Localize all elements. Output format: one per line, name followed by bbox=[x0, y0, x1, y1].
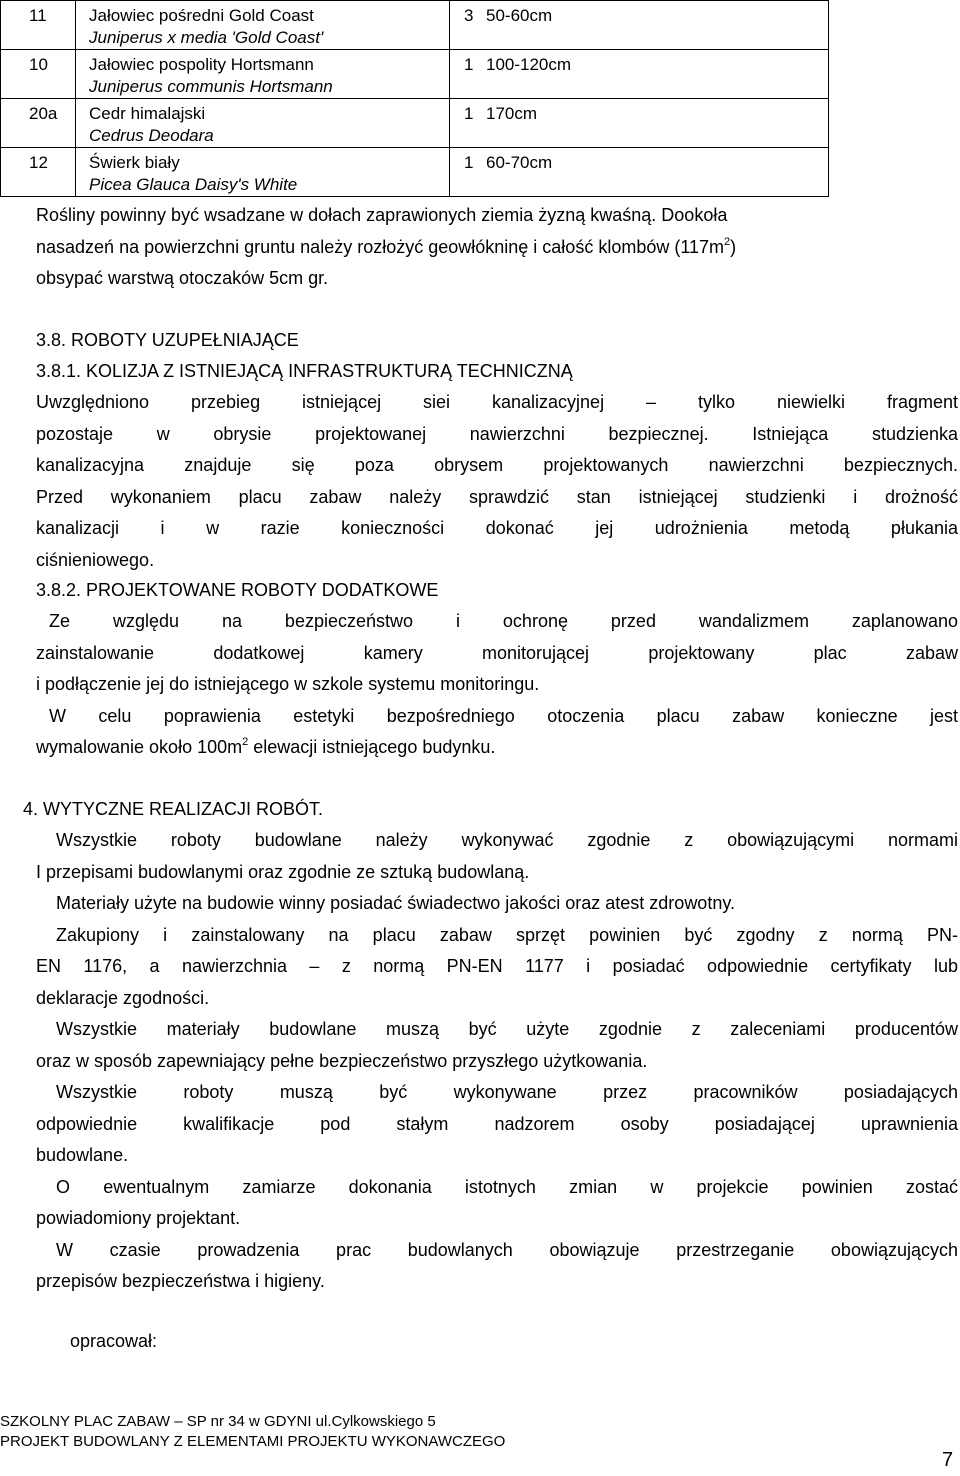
paragraph-line: Materiały użyte na budowie winny posiadać świadectwo jakości oraz atest zdrowotny. bbox=[56, 893, 735, 913]
plant-name: Jałowiec pośredni Gold Coast bbox=[89, 6, 314, 25]
planting-paragraph bbox=[36, 200, 958, 295]
signature-label: opracował: bbox=[70, 1331, 158, 1351]
paragraph-line: budowlane. bbox=[36, 1145, 129, 1165]
paragraph-line: I przepisami budowlanymi oraz zgodnie ze sztuką budowlaną. bbox=[36, 861, 530, 882]
table-cell-name bbox=[76, 99, 450, 148]
paragraph-line: Wszystkie roboty muszą być wykonywane przez pracowników posiadających bbox=[56, 1082, 958, 1102]
plant-latin-name: Juniperus x media 'Gold Coast' bbox=[89, 28, 324, 47]
paragraph-line: W czasie prowadzenia prac budowlanych obowiązuje przestrzeganie obowiązujących bbox=[56, 1239, 958, 1260]
table-cell-number: 20a bbox=[1, 99, 76, 148]
plant-latin-name: Cedrus Deodara bbox=[89, 126, 214, 145]
footer-line-school: SZKOLNY PLAC ZABAW – SP nr 34 w GDYNI ul.Cylkowskiego 5 bbox=[0, 1413, 436, 1430]
paragraph-line: Ze względu na bezpieczeństwo i ochronę przed wandalizmem zaplanowano bbox=[49, 611, 958, 631]
table-cell-quantity: 1 bbox=[450, 50, 479, 99]
plant-table bbox=[0, 0, 829, 197]
table-cell-number: 10 bbox=[1, 50, 76, 99]
paragraph-line: EN 1176, a nawierzchnia – z normą PN-EN 1177 i posiadać odpowiednie certyfikaty lub bbox=[36, 956, 958, 976]
paragraph-line: O ewentualnym zamiarze dokonania istotnych zmian w projekcie powinien zostać bbox=[56, 1176, 958, 1197]
paragraph-line: powiadomiony projektant. bbox=[36, 1208, 241, 1228]
plant-name: Jałowiec pospolity Hortsmann bbox=[89, 55, 314, 74]
plant-name: Świerk biały bbox=[89, 153, 180, 172]
paragraph-line: nasadzeń na powierzchni gruntu należy rozłożyć geowłókninę i całość klombów $(117m^2)$ bbox=[36, 235, 737, 257]
paragraph-line: ciśnieniowego. bbox=[36, 549, 155, 570]
additional-works-paragraph bbox=[36, 606, 958, 764]
paragraph-line: W celu poprawienia estetyki bezpośredniego otoczenia placu zabaw konieczne jest bbox=[49, 705, 958, 726]
paragraph-line: Rośliny powinny być wsadzane w dołach zaprawionych ziemia żyzną kwaśną. Dookoła bbox=[36, 205, 728, 225]
table-cell-name bbox=[76, 1, 450, 50]
paragraph-line: oraz w sposób zapewniający pełne bezpieczeństwo przyszłego użytkowania. bbox=[36, 1050, 648, 1071]
paragraph-line: Zakupiony i zainstalowany na placu zabaw sprzęt powinien być zgodny z normą PN- bbox=[56, 924, 958, 945]
plant-latin-name: Picea Glauca Daisy's White bbox=[89, 175, 298, 194]
table-cell-size: 100-120cm bbox=[478, 50, 829, 99]
table-row bbox=[1, 1, 829, 50]
section-heading-3-8-2: 3.8.2. PROJEKTOWANE ROBOTY DODATKOWE bbox=[36, 580, 439, 600]
paragraph-line: obsypać warstwą otoczaków 5cm gr. bbox=[36, 268, 329, 288]
section-heading-3-8-1: 3.8.1. KOLIZJA Z ISTNIEJĄCĄ INFRASTRUKTURĄ TECHNICZNĄ bbox=[36, 361, 573, 381]
paragraph-line: odpowiednie kwalifikacje pod stałym nadzorem osoby posiadającej uprawnienia bbox=[36, 1113, 958, 1134]
plant-latin-name: Juniperus communis Hortsmann bbox=[89, 77, 333, 96]
paragraph-line: zainstalowanie dodatkowej kamery monitorującej projektowany plac zabaw bbox=[36, 642, 958, 663]
paragraph-line: pozostaje w obrysie projektowanej nawierzchni bezpiecznej. Istniejąca studzienka bbox=[36, 423, 958, 444]
table-cell-size: 170cm bbox=[478, 99, 829, 148]
table-row bbox=[1, 99, 829, 148]
paragraph-line: kanalizacyjna znajduje się poza obrysem projektowanych nawierzchni bezpiecznych. bbox=[36, 455, 958, 475]
paragraph-line: Uwzględniono przebieg istniejącej siei kanalizacyjnej – tylko niewielki fragment bbox=[36, 392, 958, 412]
table-cell-quantity: 1 bbox=[450, 148, 479, 197]
table-row bbox=[1, 50, 829, 99]
guidelines-section bbox=[36, 825, 958, 1298]
table-cell-quantity: 3 bbox=[450, 1, 479, 50]
table-row bbox=[1, 148, 829, 197]
table-cell-number: 11 bbox=[1, 1, 76, 50]
paragraph-line: kanalizacji i w razie konieczności dokonać jej udrożnienia metodą płukania bbox=[36, 518, 958, 538]
table-cell-quantity: 1 bbox=[450, 99, 479, 148]
paragraph-line: Wszystkie materiały budowlane muszą być użyte zgodnie z zaleceniami producentów bbox=[56, 1019, 958, 1039]
page-number: 7 bbox=[942, 1449, 954, 1471]
table-cell-size: 50-60cm bbox=[478, 1, 829, 50]
paragraph-line: Wszystkie roboty budowlane należy wykonywać zgodnie z obowiązującymi normami bbox=[56, 830, 958, 850]
paragraph-line: wymalowanie około $100m^2$ elewacji istniejącego budynku. bbox=[36, 736, 496, 757]
collision-paragraph bbox=[36, 387, 958, 576]
plant-name: Cedr himalajski bbox=[89, 104, 206, 123]
paragraph-line: przepisów bezpieczeństwa i higieny. bbox=[36, 1271, 325, 1291]
footer-line-project: PROJEKT BUDOWLANY Z ELEMENTAMI PROJEKTU WYKONAWCZEGO bbox=[0, 1433, 506, 1450]
table-cell-name bbox=[76, 148, 450, 197]
section-heading-4: 4. WYTYCZNE REALIZACJI ROBÓT. bbox=[23, 799, 324, 819]
paragraph-line: deklaracje zgodności. bbox=[36, 987, 210, 1008]
table-cell-size: 60-70cm bbox=[478, 148, 829, 197]
table-cell-name bbox=[76, 50, 450, 99]
paragraph-line: Przed wykonaniem placu zabaw należy sprawdzić stan istniejącej studzienki i drożność bbox=[36, 486, 958, 507]
section-heading-3-8: 3.8. ROBOTY UZUPEŁNIAJĄCE bbox=[36, 330, 299, 350]
paragraph-line: i podłączenie jej do istniejącego w szkole systemu monitoringu. bbox=[36, 674, 540, 694]
table-cell-number: 12 bbox=[1, 148, 76, 197]
